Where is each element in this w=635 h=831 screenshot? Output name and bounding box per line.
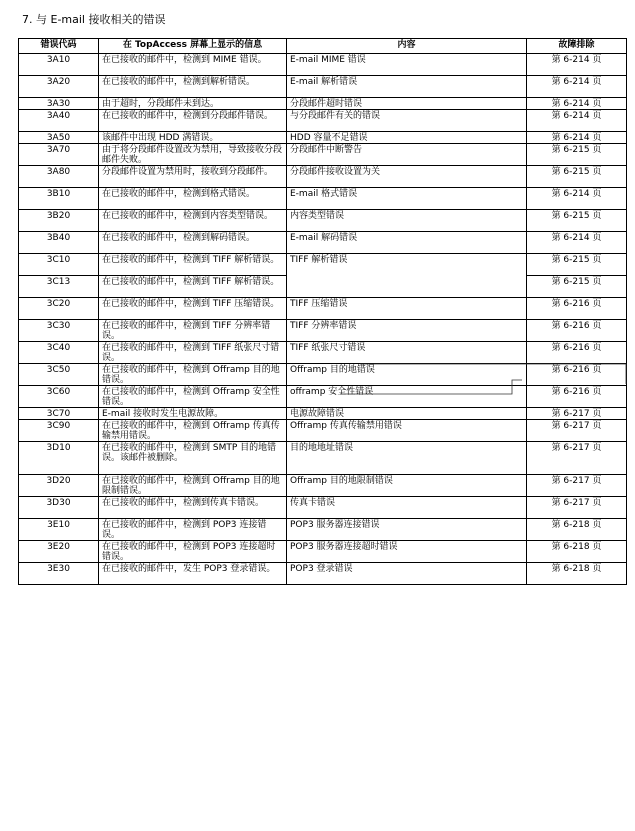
table-row	[19, 320, 627, 342]
table-row	[19, 541, 627, 563]
error-message: 在已接收的邮件中，检测到 Offramp 传真传输禁用错误。	[99, 420, 287, 442]
error-code: 3B10	[19, 188, 99, 210]
page-reference: 第 6-216 页	[527, 386, 627, 408]
error-message: 在已接收的邮件中，发生 POP3 登录错误。	[99, 563, 287, 585]
header-error-code: 错误代码	[19, 39, 99, 54]
error-content: POP3 服务器连接错误	[287, 519, 527, 541]
error-code: 3B40	[19, 232, 99, 254]
error-code: 3C60	[19, 386, 99, 408]
error-content: 分段邮件超时错误	[287, 98, 527, 110]
error-content: E-mail 解码错误	[287, 232, 527, 254]
error-content: E-mail 格式错误	[287, 188, 527, 210]
error-content: 与分段邮件有关的错误	[287, 110, 527, 132]
error-content: Offramp 目的地错误	[287, 364, 527, 386]
error-content: POP3 服务器连接超时错误	[287, 541, 527, 563]
error-message: 在已接收的邮件中，检测到 Offramp 安全性错误。	[99, 386, 287, 408]
page-reference: 第 6-218 页	[527, 563, 627, 585]
table-row	[19, 254, 627, 276]
error-content: TIFF 纸张尺寸错误	[287, 342, 527, 364]
error-content: POP3 登录错误	[287, 563, 527, 585]
page-reference: 第 6-214 页	[527, 188, 627, 210]
table-row	[19, 76, 627, 98]
error-content: 分段邮件接收设置为关	[287, 166, 527, 188]
header-message: 在 TopAccess 屏幕上显示的信息	[99, 39, 287, 54]
error-content: TIFF 解析错误	[287, 254, 527, 298]
error-code: 3A70	[19, 144, 99, 166]
table-row	[19, 298, 627, 320]
error-message: 在已接收的邮件中，检测到解析错误。	[99, 76, 287, 98]
error-code: 3C20	[19, 298, 99, 320]
page-reference: 第 6-216 页	[527, 320, 627, 342]
email-error-table	[18, 38, 627, 585]
error-code: 3E10	[19, 519, 99, 541]
error-message: 在已接收的邮件中，检测到传真卡错误。	[99, 497, 287, 519]
section-heading: 7. 与 E-mail 接收相关的错误	[22, 13, 166, 26]
table-row	[19, 110, 627, 132]
page-reference: 第 6-214 页	[527, 232, 627, 254]
table-row	[19, 54, 627, 76]
header-troubleshooting: 故障排除	[527, 39, 627, 54]
error-message: 在已接收的邮件中，检测到 TIFF 纸张尺寸错误。	[99, 342, 287, 364]
error-code: 3C13	[19, 276, 99, 298]
error-content: 电源故障错误	[287, 408, 527, 420]
error-message: 在已接收的邮件中，检测到 TIFF 压缩错误。	[99, 298, 287, 320]
error-message: 在已接收的邮件中，检测到 Offramp 目的地错误。	[99, 364, 287, 386]
table-row	[19, 188, 627, 210]
page-reference: 第 6-214 页	[527, 54, 627, 76]
error-message: 在已接收的邮件中，检测到 MIME 错误。	[99, 54, 287, 76]
error-content: TIFF 分辨率错误	[287, 320, 527, 342]
error-code: 3C40	[19, 342, 99, 364]
table-row	[19, 497, 627, 519]
error-code: 3A50	[19, 132, 99, 144]
page-reference: 第 6-216 页	[527, 342, 627, 364]
table-row	[19, 442, 627, 475]
error-content: 目的地地址错误	[287, 442, 527, 475]
error-code: 3D30	[19, 497, 99, 519]
error-message: 在已接收的邮件中，检测到 TIFF 解析错误。	[99, 254, 287, 276]
error-content: 分段邮件中断警告	[287, 144, 527, 166]
error-content: offramp 安全性错误	[287, 386, 527, 408]
table-row	[19, 475, 627, 497]
error-content: 内容类型错误	[287, 210, 527, 232]
table-row	[19, 364, 627, 386]
error-content: E-mail 解析错误	[287, 76, 527, 98]
error-code: 3B20	[19, 210, 99, 232]
page-reference: 第 6-217 页	[527, 442, 627, 475]
error-message: 由于超时，分段邮件未到达。	[99, 98, 287, 110]
error-code: 3C50	[19, 364, 99, 386]
table-row	[19, 408, 627, 420]
error-code: 3A80	[19, 166, 99, 188]
error-code: 3E20	[19, 541, 99, 563]
error-code: 3A10	[19, 54, 99, 76]
page-reference: 第 6-216 页	[527, 364, 627, 386]
table-row	[19, 232, 627, 254]
table-row	[19, 144, 627, 166]
table-header-row	[19, 39, 627, 54]
error-message: 在已接收的邮件中，检测到 TIFF 分辨率错误。	[99, 320, 287, 342]
page-reference: 第 6-215 页	[527, 254, 627, 276]
error-content: HDD 容量不足错误	[287, 132, 527, 144]
error-code: 3D20	[19, 475, 99, 497]
error-content: TIFF 压缩错误	[287, 298, 527, 320]
table-row	[19, 210, 627, 232]
page-reference: 第 6-217 页	[527, 408, 627, 420]
error-content: Offramp 传真传输禁用错误	[287, 420, 527, 442]
page-reference: 第 6-216 页	[527, 298, 627, 320]
table-row	[19, 98, 627, 110]
error-code: 3C70	[19, 408, 99, 420]
error-message: E-mail 接收时发生电源故障。	[99, 408, 287, 420]
error-code: 3D10	[19, 442, 99, 475]
error-code: 3A20	[19, 76, 99, 98]
table-row	[19, 132, 627, 144]
error-message: 在已接收的邮件中，检测到 Offramp 目的地限制错误。	[99, 475, 287, 497]
error-message: 分段邮件设置为禁用时，接收到分段邮件。	[99, 166, 287, 188]
page-reference: 第 6-215 页	[527, 276, 627, 298]
page-reference: 第 6-217 页	[527, 475, 627, 497]
page-reference: 第 6-214 页	[527, 98, 627, 110]
error-code: 3C90	[19, 420, 99, 442]
error-code: 3A30	[19, 98, 99, 110]
table-row	[19, 563, 627, 585]
error-message: 在已接收的邮件中，检测到 POP3 连接超时错误。	[99, 541, 287, 563]
table-row	[19, 420, 627, 442]
table-row	[19, 519, 627, 541]
error-code: 3E30	[19, 563, 99, 585]
error-message: 在已接收的邮件中，检测到解码错误。	[99, 232, 287, 254]
page-reference: 第 6-214 页	[527, 132, 627, 144]
page-reference: 第 6-218 页	[527, 541, 627, 563]
table-row	[19, 166, 627, 188]
page-reference: 第 6-217 页	[527, 497, 627, 519]
error-message: 在已接收的邮件中，检测到 POP3 连接错误。	[99, 519, 287, 541]
error-content: Offramp 目的地限制错误	[287, 475, 527, 497]
error-content: E-mail MIME 错误	[287, 54, 527, 76]
error-content: 传真卡错误	[287, 497, 527, 519]
page-reference: 第 6-214 页	[527, 76, 627, 98]
error-code: 3C30	[19, 320, 99, 342]
page-reference: 第 6-214 页	[527, 110, 627, 132]
error-code: 3C10	[19, 254, 99, 276]
error-message: 在已接收的邮件中，检测到格式错误。	[99, 188, 287, 210]
error-message: 在已接收的邮件中，检测到分段邮件错误。	[99, 110, 287, 132]
header-content: 内容	[287, 39, 527, 54]
table-row	[19, 342, 627, 364]
error-message: 由于将分段邮件设置改为禁用，导致接收分段邮件失败。	[99, 144, 287, 166]
error-code: 3A40	[19, 110, 99, 132]
table-row	[19, 386, 627, 408]
page-reference: 第 6-218 页	[527, 519, 627, 541]
page-reference: 第 6-217 页	[527, 420, 627, 442]
error-message: 在已接收的邮件中，检测到 SMTP 目的地错误。该邮件被删除。	[99, 442, 287, 475]
page-reference: 第 6-215 页	[527, 166, 627, 188]
error-message: 在已接收的邮件中，检测到 TIFF 解析错误。	[99, 276, 287, 298]
error-message: 在已接收的邮件中，检测到内容类型错误。	[99, 210, 287, 232]
error-message: 该邮件中出现 HDD 满错误。	[99, 132, 287, 144]
page-reference: 第 6-215 页	[527, 144, 627, 166]
page-reference: 第 6-215 页	[527, 210, 627, 232]
